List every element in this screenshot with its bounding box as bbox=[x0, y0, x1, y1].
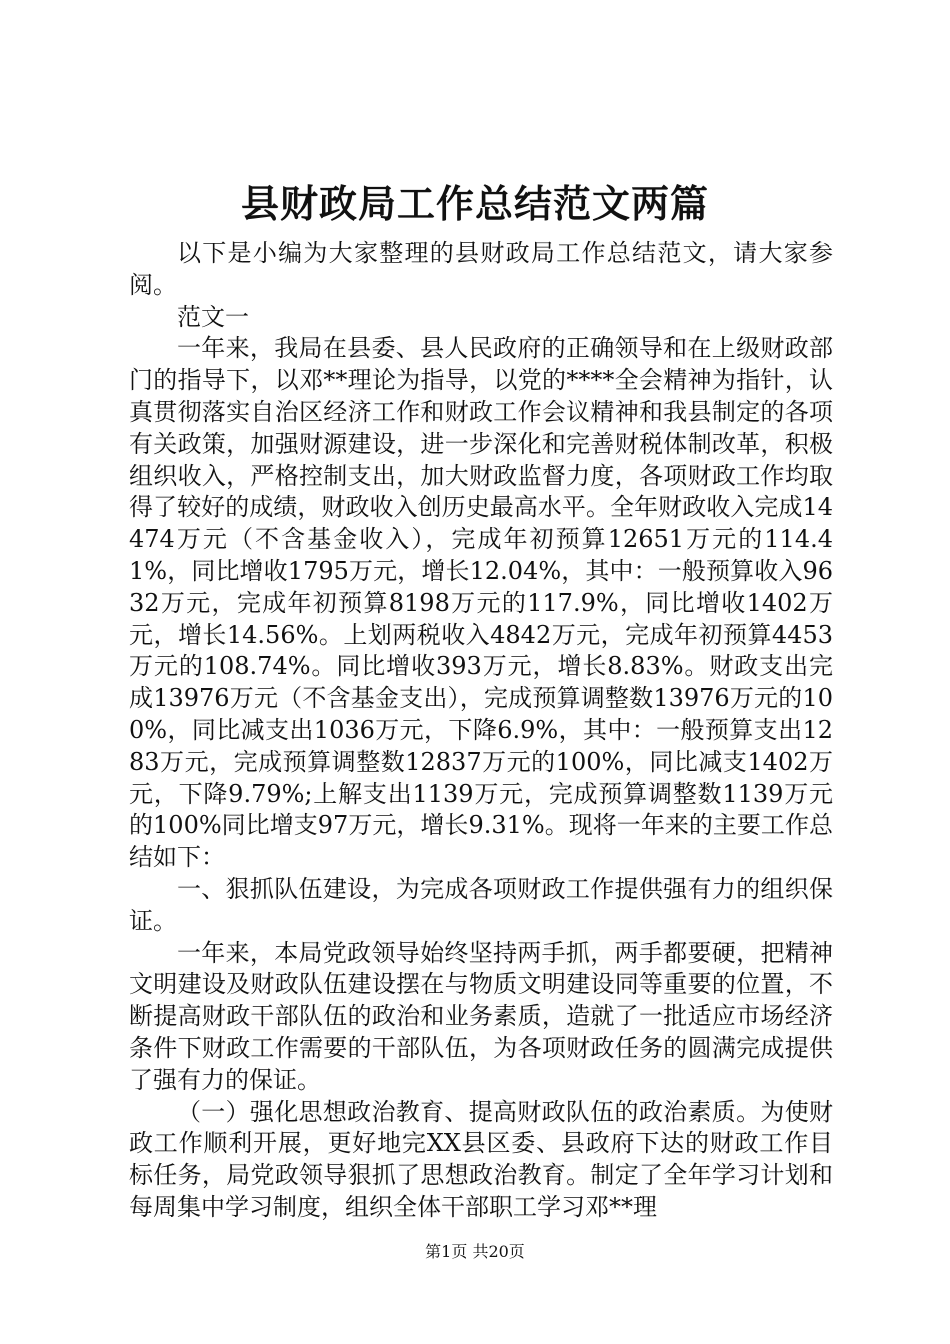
document-body bbox=[129, 238, 833, 1224]
page-footer: 第1页 共20页 bbox=[425, 1242, 525, 1261]
heading-paragraph: 一、狠抓队伍建设，为完成各项财政工作提供强有力的组织保证。 bbox=[129, 874, 833, 935]
summary-paragraph: 一年来，我局在县委、县人民政府的正确领导和在上级财政部门的指导下，以邓**理论为指导，以党的****全会精神为指针，认真贯彻落实自治区经济工作和财政工作会议精神和我县制定的各项有关政策，加强财源建设，进一步深化和完善财税体制改革，积极组织收入，严格控制支出，加大财政监督力度，各项财政工作均取得了较好的成绩，财政收入创历史最高水平。全年财政收入完成14474万元（不含基金收入），完成年初预算12651万元的114.41%，同比增收1795万元，增长12.04%，其中：一般预算收入9632万元，完成年初预算8198万元的117.9%，同比增收1402万元，增长14.56%。上划两税收入4842万元，完成年初预算4453万元的108.74%。同比增收393万元，增长8.83%。财政支出完成13976万元（不含基金支出），完成预算调整数13976万元的100%，同比减支出1036万元，下降6.9%，其中：一般预算支出1283万元，完成预算调整数12837万元的100%，同比减支1402万元，下降9.79%;上解支出1139万元，完成预算调整数1139万元的100%同比增支97万元，增长9.31%。现将一年来的主要工作总结如下： bbox=[129, 334, 833, 872]
intro-paragraph: 以下是小编为大家整理的县财政局工作总结范文，请大家参阅。 bbox=[129, 239, 833, 299]
political-education-paragraph: （一）强化思想政治教育、提高财政队伍的政治素质。为使财政工作顺利开展，更好地完XX县区委、县政府下达的财政工作目标任务，局党政领导狠抓了思想政治教育。制定了全年学习计划和每周集中学习制度，组织全体干部职工学习邓**理 bbox=[129, 1097, 833, 1221]
section-label: 范文一 bbox=[177, 302, 249, 331]
team-building-paragraph: 一年来，本局党政领导始终坚持两手抓，两手都要硬，把精神文明建设及财政队伍建设摆在与物质文明建设同等重要的位置，不断提高财政干部队伍的政治和业务素质，造就了一批适应市场经济条件下财政工作需要的干部队伍，为各项财政任务的圆满完成提供了强有力的保证。 bbox=[129, 938, 833, 1094]
document-title: 县财政局工作总结范文两篇 bbox=[240, 181, 709, 226]
